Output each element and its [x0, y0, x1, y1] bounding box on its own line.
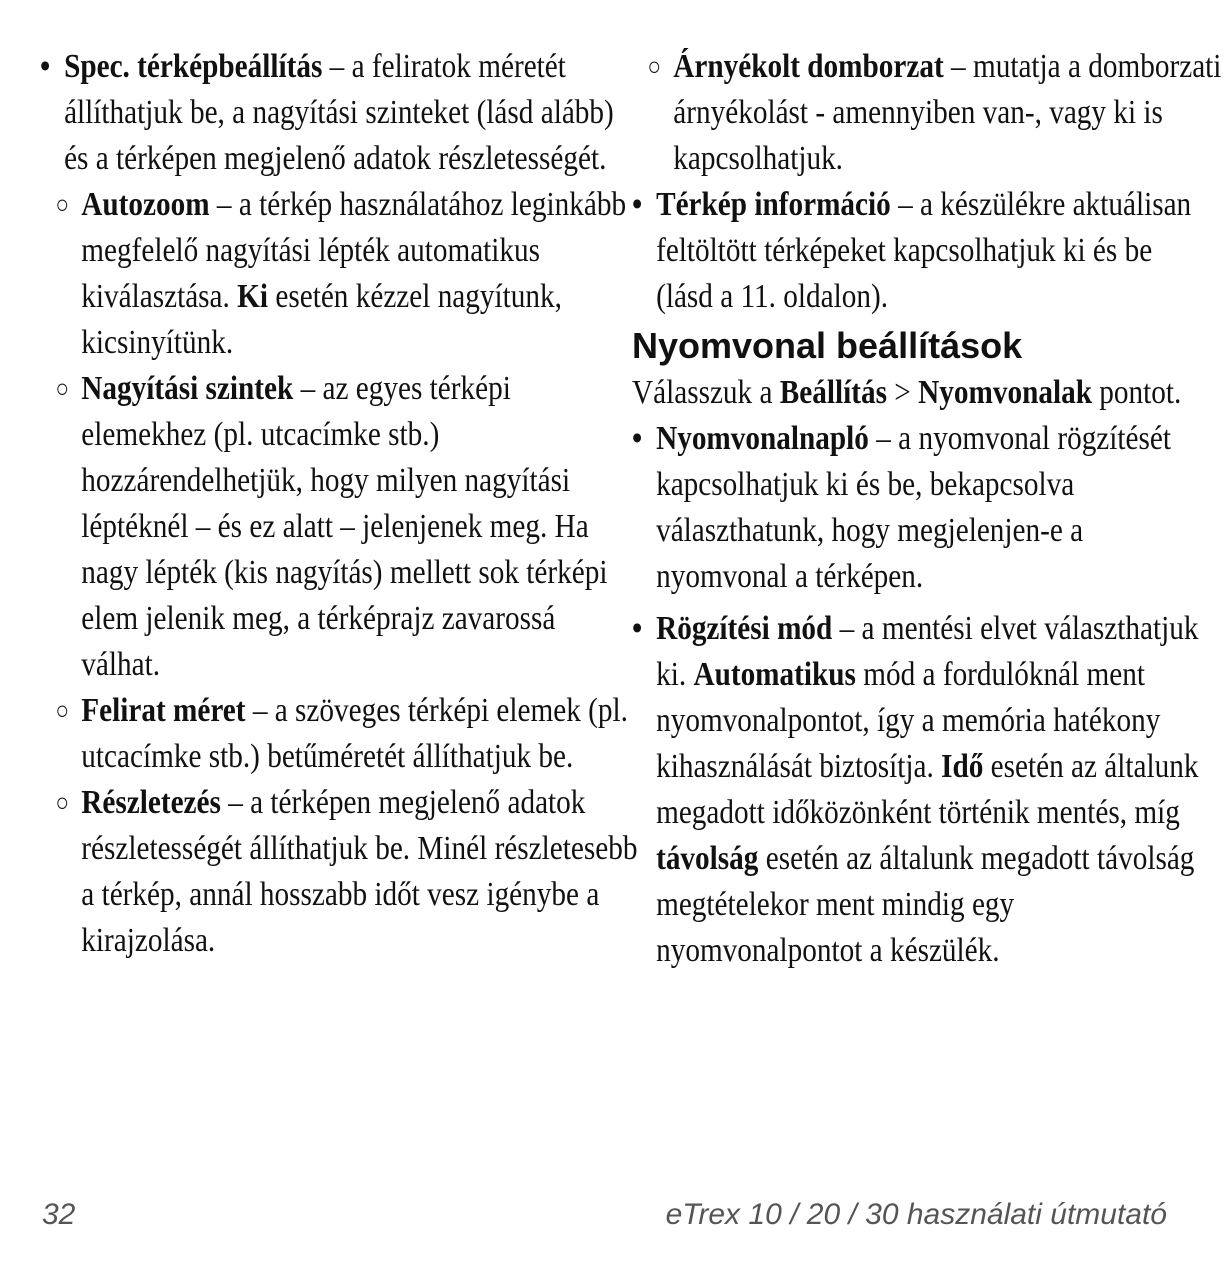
term-arnyekolt-domborzat: Árnyékolt domborzat [673, 48, 944, 85]
circle-bullet-icon: ○ [55, 374, 69, 403]
term-spec-terkepbeallitas: Spec. térképbeállítás [64, 48, 323, 85]
bullet-marker: • [632, 610, 643, 647]
desc-terkep-informacio: – a készülékre aktuálisan feltöltött térképeket kapcsolhatjuk ki és be (lásd a 11. oldalon). [656, 186, 1192, 315]
term-autozoom: Autozoom [81, 186, 210, 223]
desc-felirat-meret: – a szöveges térképi elemek (pl. utcacímke stb.) betűméretét állíthatjuk be. [81, 692, 628, 775]
term-ido: Idő [941, 748, 984, 785]
desc-rogzitesi-mod: – a mentési elvet választhatjuk ki. [656, 610, 1199, 693]
section-heading-nyomvonal: Nyomvonal beállítások [632, 325, 1023, 366]
list-item-rogzitesi-mod [632, 606, 1215, 974]
list-item-nagyitasi-szintek [40, 366, 643, 688]
list-item-nyomvonalnaplo [632, 416, 1215, 600]
term-reszletezes: Részletezés [81, 784, 221, 821]
term-felirat-meret: Felirat méret [81, 692, 246, 729]
term-nyomvonalnaplo: Nyomvonalnapló [656, 420, 869, 457]
right-column [632, 44, 1222, 974]
term-automatikus: Automatikus [693, 656, 856, 693]
term-tavolsag: távolság [656, 840, 759, 877]
list-item-felirat-meret [40, 688, 640, 780]
bullet-marker: • [632, 420, 643, 457]
intro-text-2: > [886, 374, 919, 411]
circle-bullet-icon: ○ [647, 52, 661, 81]
term-ki: Ki [237, 278, 269, 315]
term-terkep-informacio: Térkép információ [656, 186, 891, 223]
manual-title: eTrex 10 / 20 / 30 használati útmutató [665, 1198, 1167, 1231]
left-column [40, 44, 638, 964]
desc-nagyitasi-szintek: – az egyes térképi elemekhez (pl. utcacímke stb.) hozzárendelhetjük, hogy milyen nagyítási léptéknél – és ez alatt – jelenjenek meg. Ha nagy lépték (kis nagyítás) mellett sok térképi elem jelenik meg, a térképrajz zavarossá válhat. [81, 370, 608, 683]
list-item-reszletezes [40, 780, 640, 964]
circle-bullet-icon: ○ [55, 788, 69, 817]
desc-tavolsag: esetén az általunk megadott távolság megtételekor ment mindig egy nyomvonalpontot a készülék. [656, 840, 1195, 969]
list-item-arnyekolt-domborzat [632, 44, 1223, 182]
bullet-marker: • [632, 186, 643, 223]
list-item-terkep-informacio [632, 182, 1215, 320]
desc-arnyekolt-domborzat: – mutatja a domborzati árnyékolást - amennyiben van-, vagy ki is kapcsolhatjuk. [673, 48, 1222, 177]
list-item-spec-terkepbeallitas [40, 44, 623, 182]
intro-bold-beallitas: Beállítás [779, 374, 887, 411]
desc-reszletezes: – a térképen megjelenő adatok részletességét állíthatjuk be. Minél részletesebb a térkép, annál hosszabb időt vesz igénybe a kirajzolása. [81, 784, 638, 959]
desc-nyomvonalnaplo: – a nyomvonal rögzítését kapcsolhatjuk ki és be, bekapcsolva választhatunk, hogy megjelenjen-e a nyomvonal a térképen. [656, 420, 1172, 595]
desc-autozoom: – a térkép használatához leginkább megfelelő nagyítási lépték automatikus kiválasztása. [81, 186, 627, 315]
intro-paragraph [632, 370, 1191, 416]
desc-ido: esetén az általunk megadott időközönként történik mentés, míg [656, 748, 1199, 831]
circle-bullet-icon: ○ [55, 696, 69, 725]
list-item-autozoom [40, 182, 643, 366]
bullet-marker: • [40, 48, 51, 85]
desc-automatikus: mód a fordulóknál ment nyomvonalpontot, így a memória hatékony kihasználását biztosítja. [656, 656, 1161, 785]
intro-text-3: pontot. [1091, 374, 1182, 411]
term-rogzitesi-mod: Rögzítési mód [656, 610, 833, 647]
page-number: 32 [42, 1198, 76, 1231]
term-nagyitasi-szintek: Nagyítási szintek [81, 370, 294, 407]
circle-bullet-icon: ○ [55, 190, 69, 219]
desc-ki: esetén kézzel nagyítunk, kicsinyítünk. [81, 278, 562, 361]
desc-spec-terkepbeallitas: – a feliratok méretét állíthatjuk be, a nagyítási szinteket (lásd alább) és a térképen megjelenő adatok részletességét. [64, 48, 614, 177]
intro-text-1: Válasszuk a [632, 374, 780, 411]
intro-bold-nyomvonalak: Nyomvonalak [918, 374, 1092, 411]
